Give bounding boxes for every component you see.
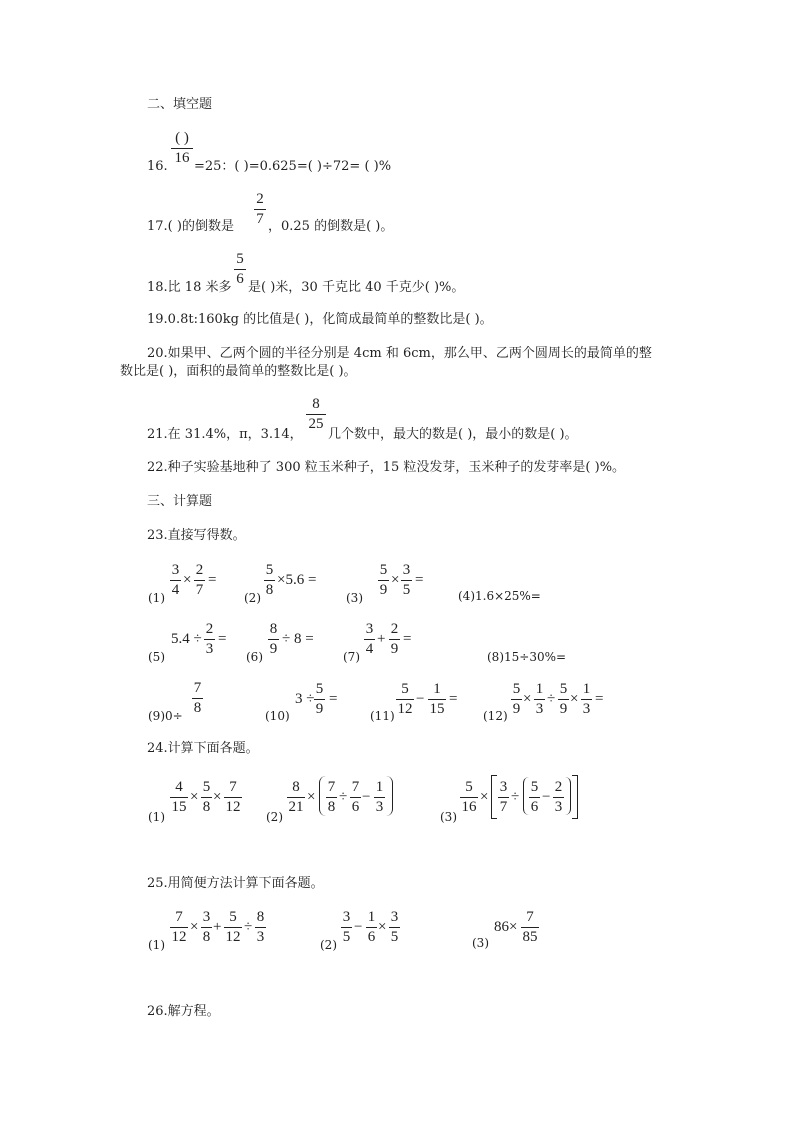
q23-1-eq: = xyxy=(208,572,217,588)
q18-fraction: 5 6 xyxy=(234,252,246,287)
q24-label-2: (2) xyxy=(266,810,283,824)
q24-2-minus: − xyxy=(362,789,371,805)
q23-1-times: × xyxy=(183,572,192,588)
q25-label-2: (2) xyxy=(320,938,337,952)
q23-3-times: × xyxy=(391,572,400,588)
q25-1-frac-d: 8 3 xyxy=(256,909,265,945)
q17-text-b: ，0.25 的倒数是( )。 xyxy=(268,219,394,234)
q23-label-9: (9)0÷ xyxy=(148,709,183,723)
q25-label-3: (3) xyxy=(472,936,489,950)
q23-7-plus: + xyxy=(377,631,386,647)
q24-3-div: ÷ xyxy=(511,789,520,805)
q23-12-frac-c: 5 9 xyxy=(559,681,568,717)
q23-label-7: (7) xyxy=(343,650,360,664)
q23-1-frac-a: 3 4 xyxy=(171,562,180,598)
q23-2-frac: 5 8 xyxy=(265,562,274,598)
q18-text-a: 18.比 18 米多 xyxy=(147,280,232,295)
q23-11-frac-b: 1 15 xyxy=(429,681,445,717)
q25-1-frac-c: 5 12 xyxy=(225,909,241,945)
q23-12-frac-a: 5 9 xyxy=(512,681,521,717)
q23-3-eq: = xyxy=(415,572,424,588)
q23-6-frac: 8 9 xyxy=(269,621,278,657)
q25-1-frac-b: 3 8 xyxy=(202,909,211,945)
q23-10-expr: 3 ÷ xyxy=(295,691,315,707)
q23-10-eq: = xyxy=(329,691,338,707)
q16-text: =25：( )=0.625=( )÷72= ( )% xyxy=(194,159,392,174)
q23-12-times-2: × xyxy=(570,691,579,707)
q23-11-minus: − xyxy=(416,691,425,707)
q25-2-frac-c: 3 5 xyxy=(390,909,399,945)
q24-2-frac-d: 1 3 xyxy=(375,779,384,815)
q21-text-a: 21.在 31.4%，π，3.14， xyxy=(147,427,303,442)
q17-fraction: 2 7 xyxy=(254,192,266,227)
q25-3-frac: 7 85 xyxy=(522,909,538,945)
q24-title: 24.计算下面各题。 xyxy=(147,741,259,756)
q26-title: 26.解方程。 xyxy=(147,1004,220,1019)
q23-12-div: ÷ xyxy=(547,691,556,707)
q23-7-frac-b: 2 9 xyxy=(390,621,399,657)
q20-line1: 20.如果甲、乙两个圆的半径分别是 4cm 和 6cm，那么甲、乙两个圆周长的最简单的整 xyxy=(147,346,652,361)
q23-12-frac-d: 1 3 xyxy=(582,681,591,717)
q19-text: 19.0.8t:160kg 的比值是( )，化简成最简单的整数比是( )。 xyxy=(147,312,493,327)
q25-2-minus: − xyxy=(354,919,363,935)
q23-5-frac: 2 3 xyxy=(205,621,214,657)
q23-5-expr: 5.4 ÷ xyxy=(171,631,202,647)
q23-label-5: (5) xyxy=(148,650,165,664)
q23-label-1: (1) xyxy=(148,591,165,605)
q23-6-expr: ÷ 8 = xyxy=(282,631,314,647)
q23-9-frac: 7 8 xyxy=(193,680,202,716)
q24-2-left-paren xyxy=(319,776,326,816)
q24-1-frac-c: 7 12 xyxy=(225,779,241,815)
q25-1-times-1: × xyxy=(190,919,199,935)
q23-10-frac: 5 9 xyxy=(315,681,324,717)
q25-2-frac-b: 1 6 xyxy=(367,909,376,945)
q24-3-frac-a: 5 16 xyxy=(461,779,477,815)
q24-1-times-1: × xyxy=(190,789,199,805)
q22-text: 22.种子实验基地种了 300 粒玉米种子，15 粒没发芽，玉米种子的发芽率是( )%。 xyxy=(147,460,626,475)
q23-label-8: (8)15÷30%= xyxy=(487,650,567,664)
q25-3-expr: 86× xyxy=(494,919,518,935)
q24-label-3: (3) xyxy=(440,810,457,824)
q23-label-11: (11) xyxy=(370,709,395,723)
q23-3-frac-b: 3 5 xyxy=(402,562,411,598)
q24-3-frac-c: 5 6 xyxy=(530,779,539,815)
q21-fraction: 8 25 xyxy=(306,397,326,432)
q23-7-frac-a: 3 4 xyxy=(365,621,374,657)
q23-3-frac-a: 5 9 xyxy=(379,562,388,598)
q23-label-6: (6) xyxy=(246,650,263,664)
q23-label-2: (2) xyxy=(244,591,261,605)
q24-3-minus: − xyxy=(542,789,551,805)
q25-1-frac-a: 7 12 xyxy=(171,909,187,945)
q21-text-b: 几个数中，最大的数是( )，最小的数是( )。 xyxy=(328,427,578,442)
q24-2-right-paren xyxy=(386,776,393,816)
q23-label-3: (3) xyxy=(346,591,363,605)
q17-text-a: 17.( )的倒数是 xyxy=(147,219,234,234)
q24-3-right-paren xyxy=(565,777,571,815)
section-title-fill: 二、填空题 xyxy=(147,97,213,112)
q24-2-frac-a: 8 21 xyxy=(288,779,304,815)
q24-3-right-bracket xyxy=(572,775,578,819)
q18-text-b: 是( )米，30 千克比 40 千克少( )%。 xyxy=(248,280,465,295)
q24-3-left-bracket xyxy=(491,775,497,819)
q23-5-eq: = xyxy=(218,631,227,647)
q24-1-frac-a: 4 15 xyxy=(171,779,187,815)
q23-title: 23.直接写得数。 xyxy=(147,528,246,543)
q24-3-times: × xyxy=(480,789,489,805)
q23-label-4: (4)1.6×25%= xyxy=(458,589,541,603)
q23-12-frac-b: 1 3 xyxy=(535,681,544,717)
q25-1-div: ÷ xyxy=(244,919,253,935)
q24-2-times: × xyxy=(307,789,316,805)
q23-7-eq: = xyxy=(403,631,412,647)
q25-label-1: (1) xyxy=(148,938,165,952)
q25-title: 25.用简便方法计算下面各题。 xyxy=(147,876,324,891)
q25-1-plus: + xyxy=(213,919,222,935)
q25-2-frac-a: 3 5 xyxy=(342,909,351,945)
q23-label-12: (12) xyxy=(483,709,508,723)
q24-label-1: (1) xyxy=(148,810,165,824)
q24-2-frac-b: 7 8 xyxy=(327,779,336,815)
q16-number: 16. xyxy=(147,159,168,174)
q16-fraction: ( ) 16 xyxy=(171,131,193,166)
section-title-calc: 三、计算题 xyxy=(147,494,213,509)
q24-3-frac-b: 3 7 xyxy=(499,779,508,815)
q24-2-div: ÷ xyxy=(339,789,348,805)
q23-2-expr: ×5.6 = xyxy=(277,572,317,588)
q23-12-eq: = xyxy=(595,691,604,707)
q23-12-times-1: × xyxy=(523,691,532,707)
q20-line2: 数比是( )，面积的最简单的整数比是( )。 xyxy=(120,364,357,379)
q24-1-times-2: × xyxy=(213,789,222,805)
q24-3-frac-d: 2 3 xyxy=(554,779,563,815)
q23-label-10: (10) xyxy=(265,709,290,723)
q23-11-eq: = xyxy=(449,691,458,707)
q25-2-times: × xyxy=(378,919,387,935)
q24-1-frac-b: 5 8 xyxy=(202,779,211,815)
q24-2-frac-c: 7 6 xyxy=(351,779,360,815)
q23-1-frac-b: 2 7 xyxy=(195,562,204,598)
q23-11-frac-a: 5 12 xyxy=(397,681,413,717)
